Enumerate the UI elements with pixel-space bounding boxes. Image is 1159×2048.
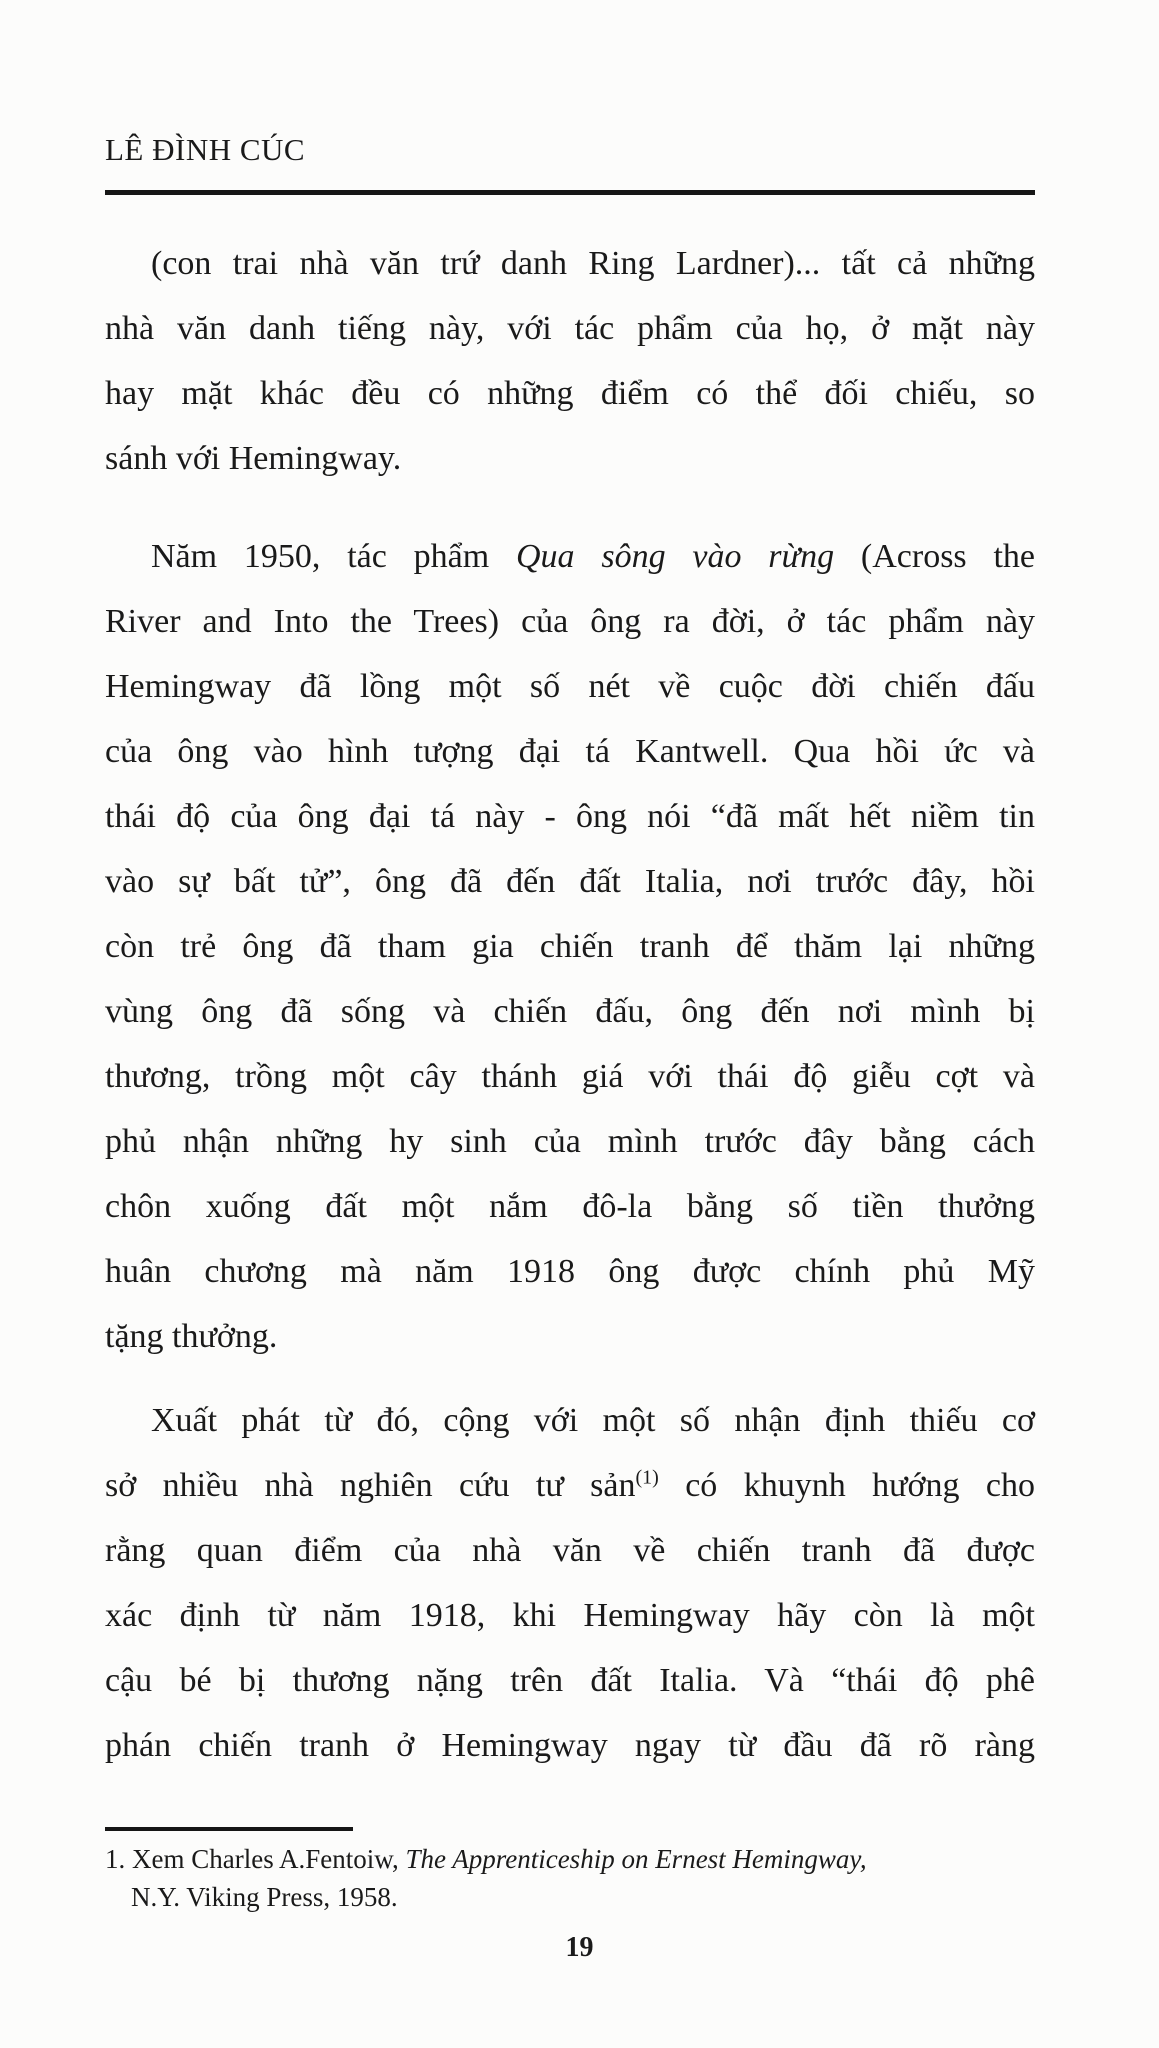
text-segment: sánh với Hemingway. xyxy=(105,440,402,477)
text-line xyxy=(105,1109,1035,1174)
text-segment: phủ nhận những hy sinh của mình trước đây bằng cách xyxy=(105,1123,1035,1160)
text-line xyxy=(105,524,1035,589)
text-segment: River and Into the Trees) của ông ra đời, ở tác phẩm này xyxy=(105,603,1035,640)
text-segment: Hemingway đã lồng một số nét về cuộc đời chiến đấu xyxy=(105,668,1035,705)
page-number: 19 xyxy=(565,1932,594,1963)
paragraph-2 xyxy=(105,524,1035,1369)
text-line xyxy=(105,1174,1035,1239)
footnote-text: Xem Charles A.Fentoiw, xyxy=(132,1844,406,1874)
text-line xyxy=(105,231,1035,296)
text-segment: rằng quan điểm của nhà văn về chiến tranh đã được xyxy=(105,1532,1035,1569)
text-segment: huân chương mà năm 1918 ông được chính phủ Mỹ xyxy=(105,1253,1035,1290)
text-segment: vùng ông đã sống và chiến đấu, ông đến nơi mình bị xyxy=(105,993,1035,1030)
text-segment: thái độ của ông đại tá này - ông nói “đã mất hết niềm tin xyxy=(105,798,1035,835)
text-line xyxy=(105,1453,1035,1518)
text-segment: xác định từ năm 1918, khi Hemingway hãy còn là một xyxy=(105,1597,1035,1634)
text-line xyxy=(105,914,1035,979)
text-segment: phán chiến tranh ở Hemingway ngay từ đầu đã rõ ràng xyxy=(105,1727,1035,1764)
text-segment: (con trai nhà văn trứ danh Ring Lardner)... tất cả những xyxy=(151,245,1035,282)
text-line xyxy=(105,1304,1035,1369)
footnote-publisher: N.Y. Viking Press, 1958. xyxy=(131,1882,398,1912)
text-line xyxy=(105,1388,1035,1453)
text-line xyxy=(105,1518,1035,1583)
text-segment: tặng thưởng. xyxy=(105,1318,278,1355)
text-line xyxy=(105,1239,1035,1304)
text-segment: vào sự bất tử”, ông đã đến đất Italia, nơi trước đây, hồi xyxy=(105,863,1035,900)
text-segment: cậu bé bị thương nặng trên đất Italia. Và “thái độ phê xyxy=(105,1662,1035,1699)
text-segment: Năm 1950, tác phẩm xyxy=(151,538,516,575)
text-segment: sở nhiều nhà nghiên cứu tư sản xyxy=(105,1467,636,1504)
text-segment: của ông vào hình tượng đại tá Kantwell. Qua hồi ức và xyxy=(105,733,1035,770)
text-line xyxy=(105,849,1035,914)
text-segment: còn trẻ ông đã tham gia chiến tranh để thăm lại những xyxy=(105,928,1035,965)
italic-title: Qua sông vào rừng xyxy=(516,538,835,575)
footnote-marker: 1. xyxy=(105,1844,132,1874)
text-line xyxy=(105,654,1035,719)
text-line xyxy=(105,589,1035,654)
text-line xyxy=(105,784,1035,849)
text-segment: nhà văn danh tiếng này, với tác phẩm của họ, ở mặt này xyxy=(105,310,1035,347)
footnote-line-1 xyxy=(105,1840,1035,1878)
text-segment: hay mặt khác đều có những điểm có thể đối chiếu, so xyxy=(105,375,1035,412)
footnote xyxy=(105,1840,1035,1916)
text-segment: có khuynh hướng cho xyxy=(658,1467,1035,1504)
text-line xyxy=(105,979,1035,1044)
text-line xyxy=(105,1648,1035,1713)
text-line xyxy=(105,1583,1035,1648)
text-line xyxy=(105,361,1035,426)
text-line xyxy=(105,426,1035,491)
text-line xyxy=(105,296,1035,361)
header-rule xyxy=(105,190,1035,195)
footnote-reference: (1) xyxy=(635,1466,659,1489)
text-segment: thương, trồng một cây thánh giá với thái độ giễu cợt và xyxy=(105,1058,1035,1095)
paragraph-3 xyxy=(105,1388,1035,1778)
paragraph-1 xyxy=(105,231,1035,491)
running-head: LÊ ĐÌNH CÚC xyxy=(105,132,306,167)
text-segment: (Across the xyxy=(834,538,1036,575)
text-segment: Xuất phát từ đó, cộng với một số nhận định thiếu cơ xyxy=(151,1402,1035,1439)
footnote-title: The Apprenticeship on Ernest Hemingway, xyxy=(405,1844,867,1874)
text-line xyxy=(105,719,1035,784)
footnote-rule xyxy=(105,1827,353,1831)
text-line xyxy=(105,1713,1035,1778)
text-line xyxy=(105,1044,1035,1109)
text-segment: chôn xuống đất một nắm đô-la bằng số tiền thưởng xyxy=(105,1188,1035,1225)
